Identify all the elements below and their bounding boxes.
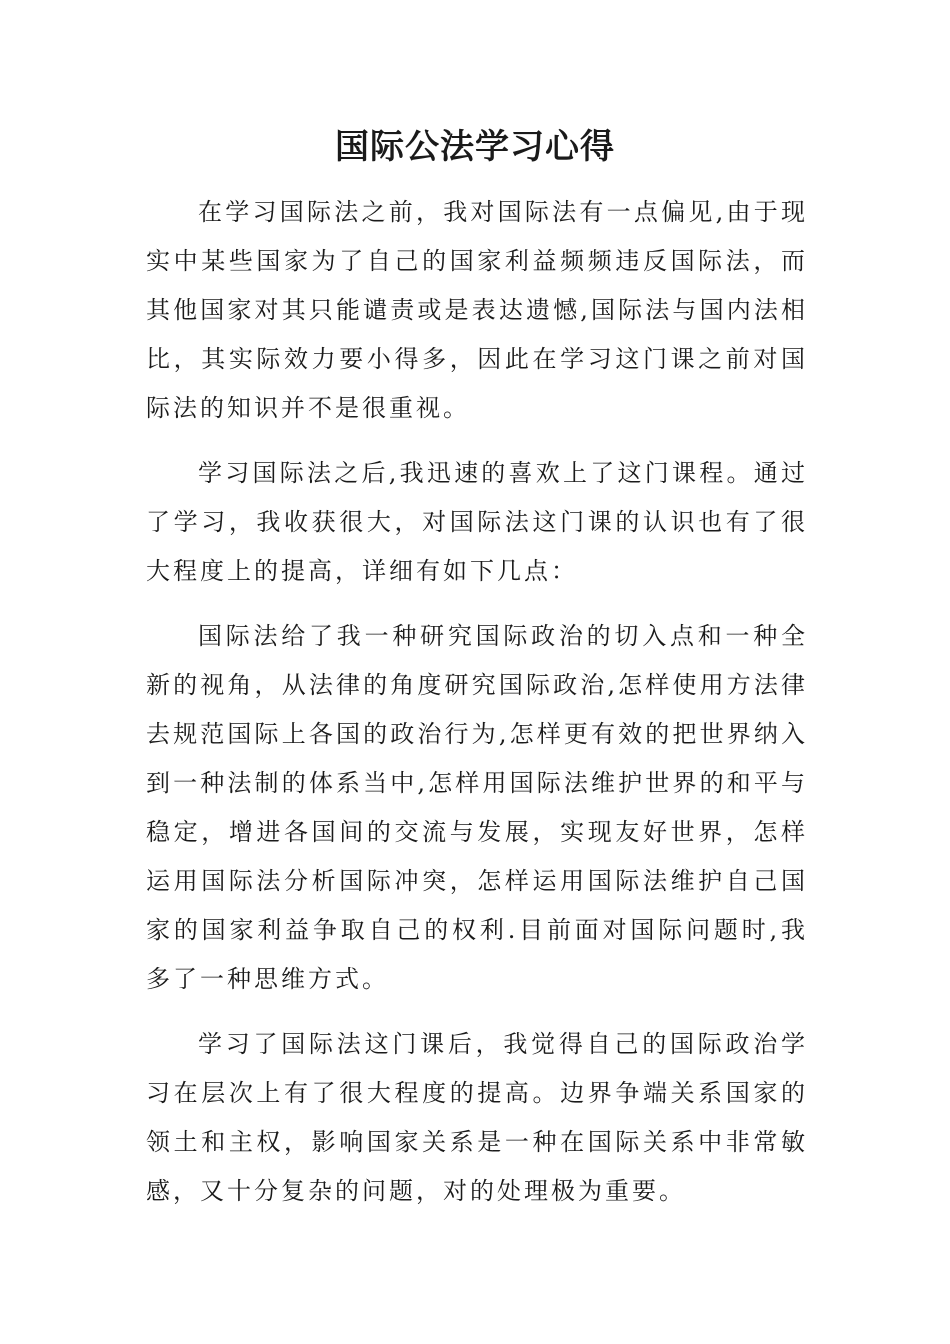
paragraph-3: 国际法给了我一种研究国际政治的切入点和一种全新的视角，从法律的角度研究国际政治,怎样使用方法律去规范国际上各国的政治行为,怎样更有效的把世界纳入到一种法制的体系当中,怎样用国际法维护世界的和平与稳定，增进各国间的交流与发展，实现友好世界，怎样运用国际法分析国际冲突，怎样运用国际法维护自己国家的国家利益争取自己的权利.目前面对国际问题时,我多了一种思维方式。 (146, 622, 808, 993)
document-body (146, 188, 808, 1232)
paragraph-1: 在学习国际法之前，我对国际法有一点偏见,由于现实中某些国家为了自己的国家利益频频违反国际法，而其他国家对其只能谴责或是表达遗憾,国际法与国内法相比，其实际效力要小得多，因此在学习这门课之前对国际法的知识并不是很重视。 (146, 198, 808, 422)
paragraph-2: 学习国际法之后,我迅速的喜欢上了这门课程。通过了学习，我收获很大，对国际法这门课的认识也有了很大程度上的提高，详细有如下几点： (146, 459, 808, 585)
document-title: 国际公法学习心得 (335, 127, 615, 167)
paragraph-4: 学习了国际法这门课后，我觉得自己的国际政治学习在层次上有了很大程度的提高。边界争端关系国家的领土和主权，影响国家关系是一种在国际关系中非常敏感，又十分复杂的问题，对的处理极为重要。 (146, 1030, 808, 1205)
